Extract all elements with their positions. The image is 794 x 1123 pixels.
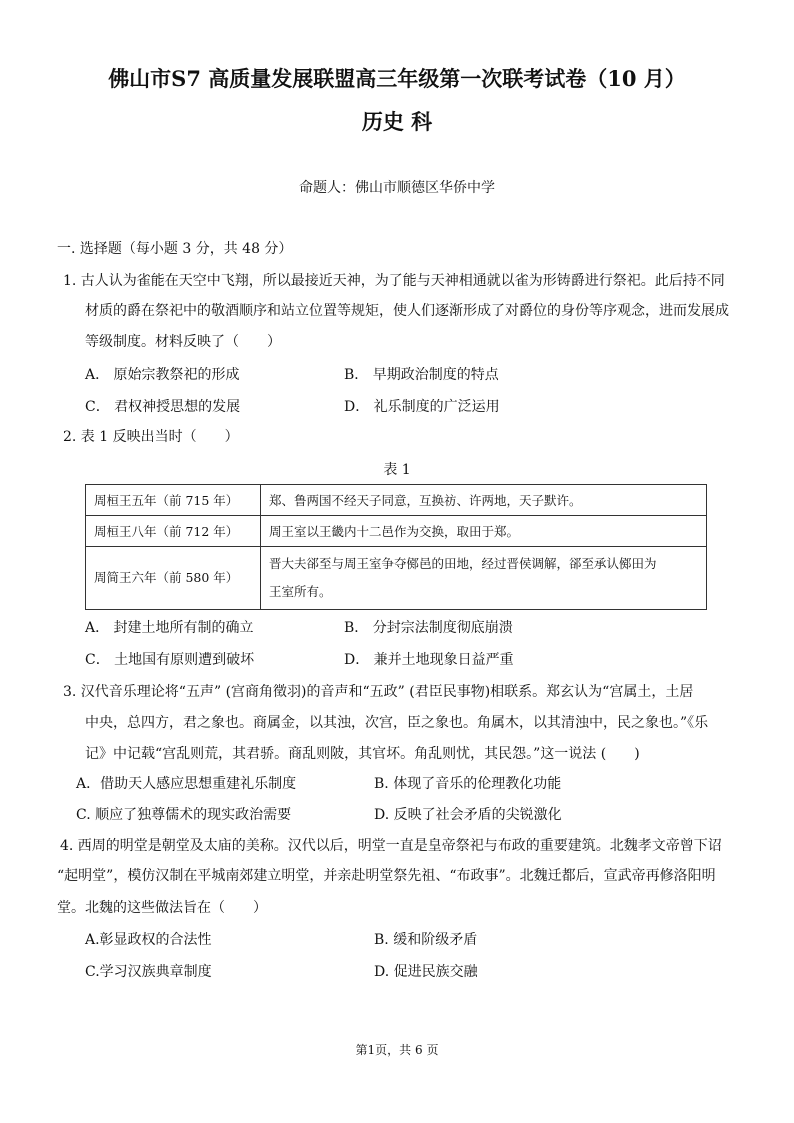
q3-option-c[interactable]: C. 顺应了独尊儒术的现实政治需要 [76, 807, 292, 823]
table-row [86, 547, 707, 610]
table-row [86, 485, 707, 516]
q1-option-b[interactable]: B． 早期政治制度的特点 [344, 367, 499, 383]
author-line: 命题人：佛山市顺德区华侨中学 [299, 180, 495, 196]
q4-line-2: “起明堂”，模仿汉制在平城南郊建立明堂，并亲赴明堂祭先祖、“布政事”。北魏迁都后，宣武帝再修洛阳明 [57, 868, 716, 884]
q1-line-1: 1. 古人认为雀能在天空中飞翔，所以最接近天神，为了能与天神相通就以雀为形铸爵进行祭祀。此后持不同 [63, 273, 725, 289]
q3-option-b[interactable]: B. 体现了音乐的伦理教化功能 [374, 776, 562, 792]
table-caption: 表 1 [383, 462, 411, 478]
table-row [86, 516, 707, 547]
table-cell-time: 周简王六年（前 580 年） [86, 547, 261, 610]
q4-option-c[interactable]: C.学习汉族典章制度 [85, 964, 212, 980]
q1-line-2: 材质的爵在祭祀中的敬酒顺序和站立位置等规矩，使人们逐渐形成了对爵位的身份等序观念，进而发展成 [85, 303, 729, 319]
table-cell-event-line-2: 王室所有。 [269, 584, 332, 599]
q1-option-a[interactable]: A． 原始宗教祭祀的形成 [85, 367, 240, 383]
table-cell-event: 郑、鲁两国不经天子同意，互换祊、许两地，天子默许。 [261, 485, 707, 516]
q3-line-1: 3. 汉代音乐理论将“五声” (宫商角徵羽)的音声和“五政” (君臣民事物)相联系。郑玄认为“宫属土，土居 [63, 684, 694, 700]
q4-line-3: 堂。北魏的这些做法旨在（ ） [57, 900, 267, 916]
table-cell-event: 周王室以王畿内十二邑作为交换，取田于郑。 [261, 516, 707, 547]
subject-title: 历史 科 [361, 109, 433, 134]
section-heading: 一. 选择题（每小题 3 分，共 48 分） [57, 241, 293, 257]
q4-option-a[interactable]: A.彰显政权的合法性 [85, 932, 212, 948]
q3-option-d[interactable]: D. 反映了社会矛盾的尖锐激化 [374, 807, 562, 823]
table-cell-time: 周桓王八年（前 712 年） [86, 516, 261, 547]
table-cell-event [261, 547, 707, 610]
exam-title: 佛山市S7 高质量发展联盟高三年级第一次联考试卷（10 月） [108, 66, 686, 91]
q4-option-d[interactable]: D. 促进民族交融 [374, 964, 478, 980]
q2-option-d[interactable]: D． 兼并土地现象日益严重 [344, 652, 514, 668]
q3-option-a[interactable]: A．借助天人感应思想重建礼乐制度 [76, 776, 297, 792]
q3-line-3: 记》中记载“宫乱则荒，其君骄。商乱则陂，其官坏。角乱则忧，其民怨。”这一说法 ( ) [85, 746, 640, 762]
q2-option-b[interactable]: B． 分封宗法制度彻底崩溃 [344, 620, 513, 636]
q1-option-d[interactable]: D． 礼乐制度的广泛运用 [344, 399, 500, 415]
q4-line-1: 4. 西周的明堂是朝堂及太庙的美称。汉代以后，明堂一直是皇帝祭祀与布政的重要建筑。北魏孝文帝曾下诏 [60, 838, 722, 854]
q1-option-c[interactable]: C． 君权神授思想的发展 [85, 399, 241, 415]
q2-option-a[interactable]: A． 封建土地所有制的确立 [85, 620, 254, 636]
q4-option-b[interactable]: B. 缓和阶级矛盾 [374, 932, 478, 948]
q2-stem: 2. 表 1 反映出当时（ ） [63, 429, 239, 445]
q3-line-2: 中央，总四方，君之象也。商属金，以其浊，次宫，臣之象也。角属木，以其清浊中，民之象也。”《乐 [85, 715, 709, 731]
table-cell-time: 周桓王五年（前 715 年） [86, 485, 261, 516]
page-footer: 第1页，共 6 页 [355, 1043, 439, 1057]
q2-option-c[interactable]: C． 土地国有原则遭到破坏 [85, 652, 255, 668]
table-cell-event-line-1: 晋大夫郤至与周王室争夺鄇邑的田地，经过晋侯调解，郤至承认鄇田为 [269, 556, 657, 571]
history-table [85, 484, 707, 610]
q1-line-3: 等级制度。材料反映了（ ） [85, 334, 281, 350]
